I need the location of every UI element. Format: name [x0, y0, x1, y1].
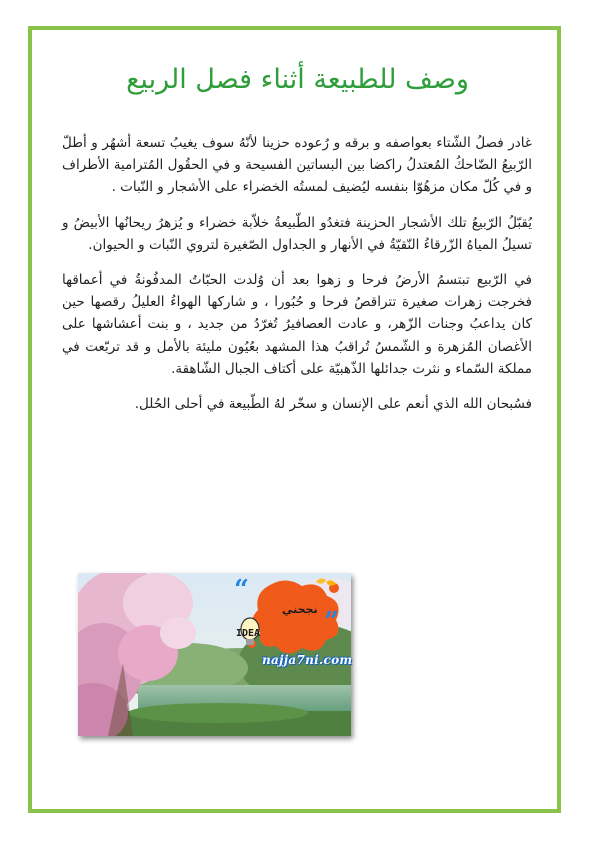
paragraph: فسُبحان الله الذي أنعم على الإنسان و سخّر لهُ الطّبيعة في أحلى الحُلل. [134, 396, 532, 413]
paragraph: في الرّبيع تبتسمُ الأرضُ فرحا و زهوا بعد أن وُلدت الحبّاتُ المدفُونةُ في أعماقها فخرجت زهرات صغيرة تتراقصُ فرحا و حُبُورا ، و شاركها الهواءُ العليلُ رقصها حين كان يداعبُ وجنات الزّهر، و عادت العصافيرُ تُغرّدُ من جديد ، و بنت أعشاشها على الأغصان المُزهرة و الشّمسُ تُراقبُ هذا المشهد بعُيُون مليئة بالأمل و قد تربّعت في مملكة السّماء و نثرت جدائلها الذّهبيّة على أكتاف الجبال الشّاهقة. [62, 272, 532, 377]
svg-text:”: ” [324, 607, 339, 637]
svg-text:“: “ [234, 575, 249, 605]
article-body [62, 132, 532, 428]
watermark-idea-text: IDEA [236, 628, 261, 639]
page-title: وصف للطبيعة أثناء فصل الربيع [126, 64, 469, 95]
paragraph: يُقبّلُ الرّبيعُ تلك الأشجار الحزينة فتغدُو الطّبيعةُ خلاّبة خضراء و يُزهرُ ريحانُها الأبيضُ و تسيلُ المياهُ الزّرقاءُ النّقيّةُ في الأنهار و الجداول الصّغيرة لتروي النّبات و الحيوان. [62, 214, 532, 253]
watermark-url-text: najja7ni.com [262, 653, 353, 667]
watermark-arabic-text: نجحني [282, 603, 318, 616]
paragraph: غادر فصلُ الشّتاء بعواصفه و برقه و رُعوده حزينا لأنّهُ سوف يغيبُ تسعة أشهُر و أطلّ الرّبيعُ الضّاحكُ المُعتدلُ راكضا بين البساتين الفسيحة و في الحقُول المُترامية الأطراف و في كُلّ مكان مزهُوّا بنفسه ليُضيف لمستُه الخضراء على الأشجار و النّبات . [62, 135, 532, 196]
site-watermark [232, 574, 353, 669]
